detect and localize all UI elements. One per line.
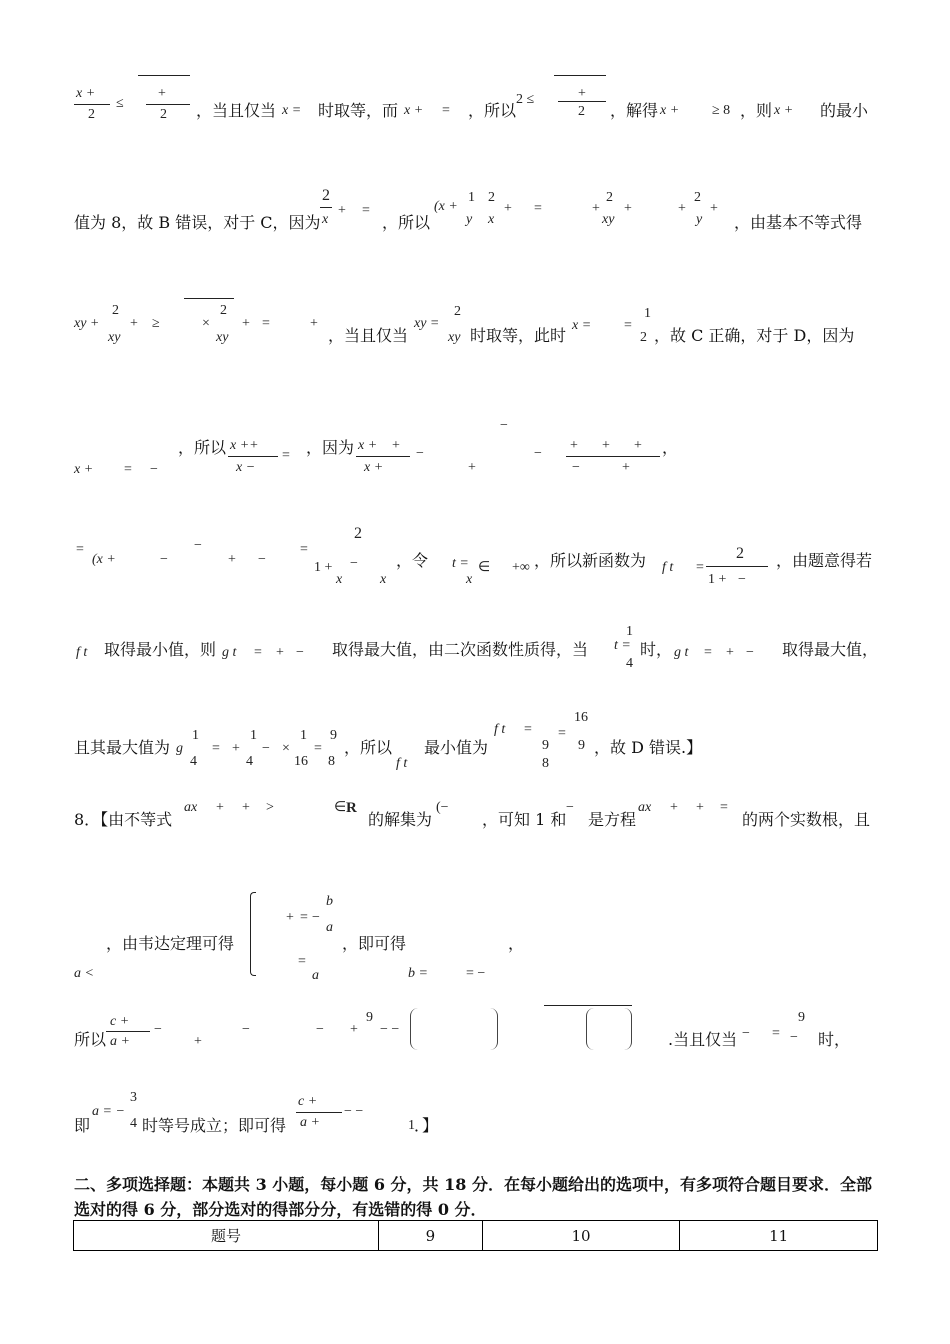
math: a [312, 968, 319, 983]
math: ax [638, 800, 652, 815]
math: = [362, 203, 370, 218]
math: = [254, 645, 262, 660]
text: ，解得 [610, 101, 659, 120]
math: a [326, 920, 333, 935]
math: 9 [578, 738, 585, 753]
math: a + [300, 1115, 320, 1130]
math: − [500, 418, 508, 433]
table-header-cell: 题号 [74, 1221, 379, 1251]
math: − [790, 1030, 798, 1045]
answer-table [73, 1220, 878, 1251]
text: ，故 C 正确，对于 D，因为 [654, 326, 855, 345]
math: = [124, 462, 132, 477]
math: 4 [246, 754, 253, 769]
math: + [338, 203, 346, 218]
math: − [566, 800, 574, 815]
math: xy [108, 330, 121, 345]
math: + [678, 201, 686, 216]
table-row [74, 1221, 878, 1251]
math: = [300, 910, 308, 925]
math: × [282, 741, 290, 756]
text: 取得最大值，由二次函数性质得，当 [332, 640, 589, 659]
math: = [558, 726, 566, 741]
math: f t [662, 560, 674, 575]
math: 2 [578, 104, 585, 119]
text: 取得最小值，则 [104, 640, 217, 659]
math: − [154, 1022, 162, 1037]
math: x [488, 212, 495, 227]
math: + [228, 552, 236, 567]
text: ，因为 [306, 438, 355, 457]
math: + [242, 316, 250, 331]
math: + [468, 460, 476, 475]
math: + [570, 438, 578, 453]
math: g t [222, 645, 237, 660]
text: ，可知 1 和 [482, 810, 567, 829]
math: 9 [366, 1010, 373, 1025]
math: 1 [250, 728, 257, 743]
math: − [534, 446, 542, 461]
math: R [346, 800, 357, 816]
text: 的两个实数根，且 [742, 810, 871, 829]
math: x = [572, 318, 592, 333]
math: = [442, 103, 450, 118]
math: + [232, 741, 240, 756]
math: 1 [408, 1118, 415, 1133]
table-header-cell: 9 [379, 1221, 483, 1251]
math: 2 [606, 190, 613, 205]
text: ，由韦达定理可得 [106, 934, 235, 953]
math: − [262, 741, 270, 756]
math: 4 [130, 1116, 137, 1131]
math: 9 [542, 738, 549, 753]
math: 2 [354, 525, 362, 542]
math: x [466, 572, 473, 587]
math: 2 [454, 304, 461, 319]
math: 1 + [314, 560, 333, 575]
math: > [266, 800, 274, 815]
text: ．】 [414, 1116, 439, 1135]
math: 1 [468, 190, 475, 205]
text: ， [508, 934, 525, 953]
math: y [466, 212, 473, 227]
math: x + [774, 103, 794, 118]
math: + [504, 201, 512, 216]
math: = [300, 542, 308, 557]
text: ，由基本不等式得 [734, 213, 863, 232]
math: x [322, 212, 329, 227]
text: 即 [74, 1116, 91, 1135]
math: x + [404, 103, 424, 118]
math: = [282, 448, 290, 463]
math: − [316, 1022, 324, 1037]
math: x [380, 572, 387, 587]
text: 且其最大值为 [74, 738, 171, 757]
table-header-cell: 11 [680, 1221, 878, 1251]
math: (− [436, 800, 449, 815]
math: xy [448, 330, 461, 345]
math: = [524, 722, 532, 737]
math: a = − [92, 1104, 125, 1119]
math: × [202, 316, 210, 331]
math: 4 [626, 656, 633, 671]
math: = [772, 1026, 780, 1041]
math: 2 [488, 190, 495, 205]
math: + [622, 460, 630, 475]
math: 2 [736, 545, 744, 562]
math: f t [76, 645, 88, 660]
math: ≥ 8 [712, 103, 731, 118]
text: ，令 [396, 551, 429, 570]
math: = [534, 201, 542, 216]
math: 2 [112, 303, 119, 318]
math: + [634, 438, 642, 453]
math: 2 [220, 303, 227, 318]
math: 16 [294, 754, 308, 769]
math: + [194, 1034, 202, 1049]
math: x + [660, 103, 680, 118]
math: 9 [330, 728, 337, 743]
text: 时取等，而 [318, 101, 399, 120]
text: 的最小 [820, 101, 869, 120]
math: + [578, 86, 586, 101]
text: .当且仅当 [668, 1030, 738, 1049]
section-heading: 二、多项选择题：本题共 3 小题，每小题 6 分，共 18 分．在每小题给出的选项中，有多项符合题目要求．全部选对的得 6 分，部分选对的得部分分，有选错的得 0 分． [74, 1175, 872, 1219]
text: 时， [818, 1030, 851, 1049]
math: xy [216, 330, 229, 345]
math: = [212, 741, 220, 756]
math: 8 [542, 756, 549, 771]
math: x + [74, 462, 94, 477]
math: + [250, 438, 258, 453]
text: ，当且仅当 [328, 326, 409, 345]
math: − [572, 460, 580, 475]
math: 1 [644, 306, 651, 321]
text: ，所以 [382, 213, 431, 232]
math: − [350, 556, 358, 571]
math: 8 [328, 754, 335, 769]
math: = [624, 318, 632, 333]
math: f t [396, 756, 408, 771]
math: − [258, 552, 266, 567]
text: 值为 8，故 B 错误，对于 C，因为 [74, 213, 321, 232]
text: 取得最大值， [782, 640, 879, 659]
math: + [350, 1022, 358, 1037]
math: + [242, 800, 250, 815]
math: +∞ [512, 560, 530, 575]
math: − [738, 572, 746, 587]
math: + [726, 645, 734, 660]
math: c + [110, 1014, 130, 1029]
math: ∈ [334, 800, 347, 815]
math: + [710, 201, 718, 216]
math: ∈ [478, 560, 491, 575]
math: a + [110, 1034, 130, 1049]
math: + [624, 201, 632, 216]
math: + [696, 800, 704, 815]
text: 时取等，此时 [470, 326, 567, 345]
math: 4 [190, 754, 197, 769]
math: = [298, 954, 306, 969]
math: g t [674, 645, 689, 660]
math: 1 [192, 728, 199, 743]
math: 2 [88, 107, 95, 122]
math: 1 [626, 624, 633, 639]
math: − [742, 1026, 750, 1041]
text: ，当且仅当 [196, 101, 277, 120]
math: x − [236, 460, 256, 475]
math: x [336, 572, 343, 587]
text: 时等号成立；即可得 [142, 1116, 287, 1135]
math: + [216, 800, 224, 815]
text: 的解集为 [368, 810, 433, 829]
math: b [326, 894, 333, 909]
math: 2 [640, 330, 647, 345]
math: − − [344, 1104, 364, 1119]
math: 2 [694, 190, 701, 205]
math: t = [452, 556, 469, 571]
math: (x + [434, 199, 458, 214]
math: − [150, 462, 158, 477]
math: + [310, 316, 318, 331]
math: − [194, 538, 202, 553]
math: 1 + [708, 572, 727, 587]
math: 2 ≤ [516, 92, 535, 107]
text: 最小值为 [424, 738, 489, 757]
math: − [160, 552, 168, 567]
math: 9 [798, 1010, 805, 1025]
math: x = [282, 103, 302, 118]
math: = − [466, 966, 486, 981]
math: = [262, 316, 270, 331]
math: + [286, 910, 294, 925]
text: 所以 [74, 1030, 107, 1049]
text: 是方程 [588, 810, 637, 829]
math: x + [230, 438, 250, 453]
math: + [130, 316, 138, 331]
text: ，所以 [178, 438, 227, 457]
math: − [242, 1022, 250, 1037]
math: g [176, 741, 183, 756]
math: = [720, 800, 728, 815]
text: ， [662, 438, 679, 457]
math: b = [408, 966, 428, 981]
math: t = [614, 638, 631, 653]
math: + [592, 201, 600, 216]
math: y [696, 212, 703, 227]
table-header-cell: 10 [482, 1221, 680, 1251]
math: ≥ [152, 316, 160, 331]
math: − [296, 645, 304, 660]
math: 16 [574, 710, 588, 725]
math: + [392, 438, 400, 453]
math: xy [602, 212, 615, 227]
math: + [158, 86, 166, 101]
text: ，即可得 [342, 934, 407, 953]
math: = [696, 560, 704, 575]
math: = [76, 542, 84, 557]
text: 8．【由不等式 [74, 810, 173, 829]
math: (x + [92, 552, 116, 567]
math: − [416, 446, 424, 461]
math: ≤ [116, 96, 124, 111]
text: ，由题意得若 [776, 551, 873, 570]
math: xy + [74, 316, 100, 331]
math: x + [364, 460, 384, 475]
math: c + [298, 1094, 318, 1109]
text: ，所以新函数为 [534, 551, 647, 570]
math: 1 [300, 728, 307, 743]
math: a < [74, 966, 94, 981]
math: = [704, 645, 712, 660]
math: 2 [160, 107, 167, 122]
text: ，故 D 错误.】 [594, 738, 703, 757]
math: − [312, 910, 320, 925]
math: − − [380, 1022, 400, 1037]
math: + [602, 438, 610, 453]
math: + [276, 645, 284, 660]
math: 3 [130, 1090, 137, 1105]
text: 时， [640, 640, 673, 659]
text: ，所以 [468, 101, 517, 120]
math: 2 [322, 187, 330, 204]
text: ，则 [740, 101, 773, 120]
math: + [670, 800, 678, 815]
math: x + [76, 86, 96, 101]
math: xy = [414, 316, 440, 331]
math: x + [358, 438, 378, 453]
math: ax [184, 800, 198, 815]
math: − [746, 645, 754, 660]
text: ，所以 [344, 738, 393, 757]
math: f t [494, 722, 506, 737]
math: = [314, 741, 322, 756]
